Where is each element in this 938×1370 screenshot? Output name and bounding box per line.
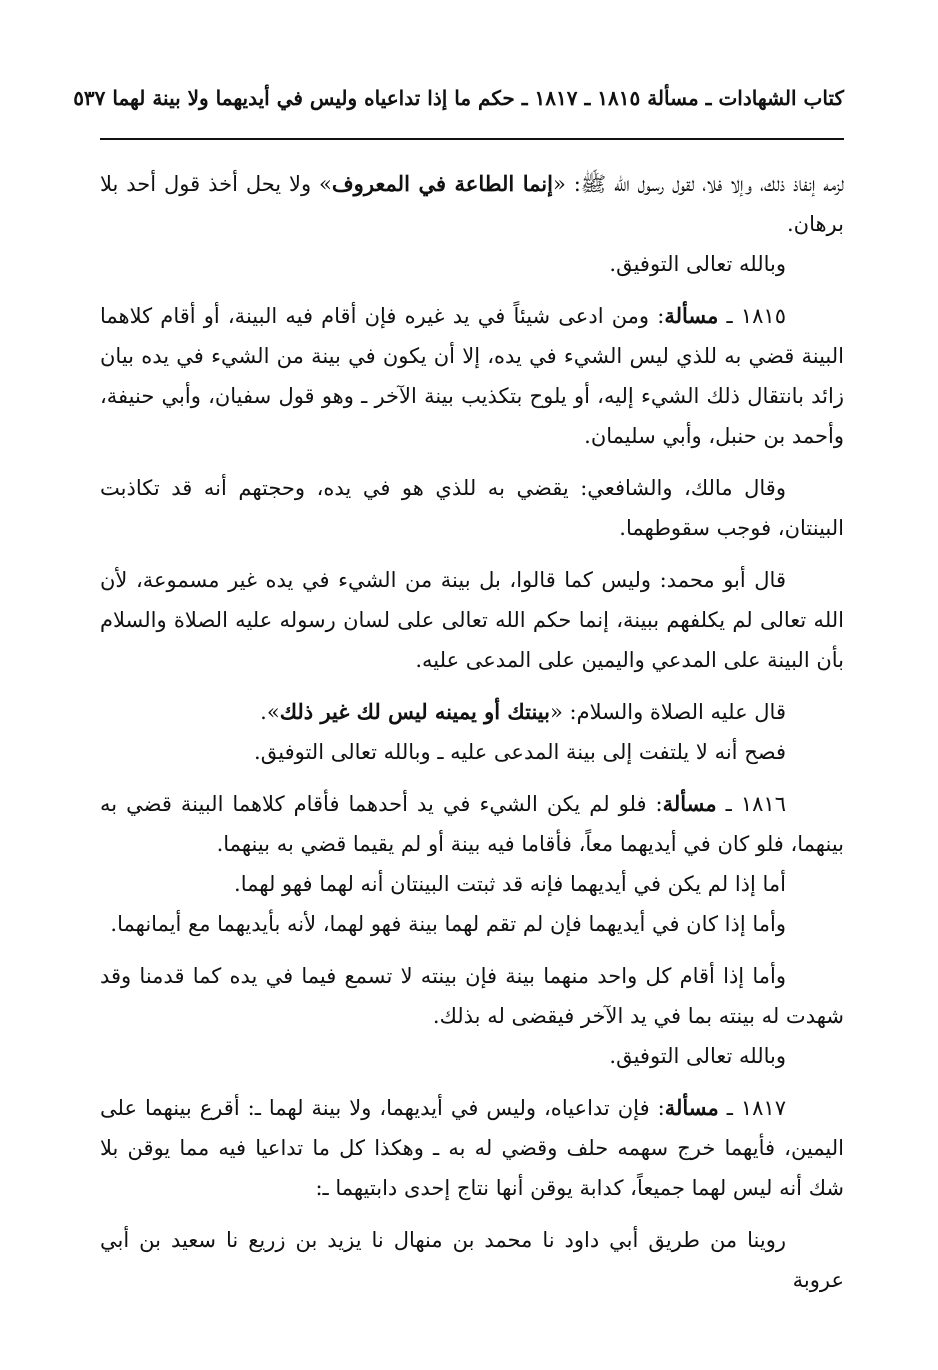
text-segment: » ولا يحل أخذ قول أحد بلا برهان. (100, 172, 844, 236)
text-segment: ١٨١٥ ـ (718, 304, 786, 328)
text-segment: ١٨١٧ ـ (718, 1096, 786, 1120)
bold-text-segment: مسألة (664, 303, 719, 328)
paragraph (100, 468, 844, 548)
text-segment: : ومن ادعى شيئاً في يد غيره فإن أقام فيه البينة، أو أقام كلاهما البينة قضي به للذي ليس الشيء في يده، إلا أن يكون في بينة من الشيء في يده بيان زائد بانتقال ذلك الشيء إليه، أو يلوح بتكذيب بينة الآخر ـ وهو قول سفيان، وأبي حنيفة، وأحمد بن حنبل، وأبي سليمان. (100, 304, 844, 448)
text-segment: ١٨١٦ ـ (716, 792, 786, 816)
text-segment: : فلو لم يكن الشيء في يد أحدهما فأقام كلاهما البينة قضي به بينهما، فلو كان في أيديهما معاً، فأقاما فيه بينة أو لم يقيما قضي به بينهما. (100, 792, 844, 856)
paragraph (100, 692, 844, 732)
paragraph (100, 164, 844, 244)
bold-text-segment: مسألة (662, 791, 717, 816)
text-segment: روينا من طريق أبي داود نا محمد بن منهال نا يزيد بن زريع نا سعيد بن أبي عروبة (100, 1228, 844, 1292)
paragraph (100, 864, 844, 904)
text-segment: وأما إذا أقام كل واحد منهما بينة فإن بينته لا تسمع فيما في يده كما قدمنا وقد شهدت له بينته بما في يد الآخر فيقضى له بذلك. (100, 964, 844, 1028)
text-segment: وقال مالك، والشافعي: يقضي به للذي هو في يده، وحجتهم أنه قد تكاذبت البينتان، فوجب سقوطهما. (100, 476, 844, 540)
text-segment: : فإن تداعياه، وليس في أيديهما، ولا بينة لهما ـ: أقرع بينهما على اليمين، فأيهما خرج سهمه حلف وقضي له به ـ وهكذا كل ما تداعيا فيه مما يوقن بلا شك أنه ليس لهما جميعاً، كدابة يوقن أنها نتاج إحدى دابتيهما ـ: (100, 1096, 844, 1200)
running-head: كتاب الشهادات ـ مسألة ١٨١٥ ـ ١٨١٧ ـ حكم ما إذا تداعياه وليس في أيديهما ولا بينة لهما ٥٣٧ (73, 86, 844, 110)
paragraph (100, 784, 844, 864)
text-segment: أما إذا لم يكن في أيديهما فإنه قد ثبتت البينتان أنه لهما فهو لهما. (234, 872, 786, 896)
text-segment: وأما إذا كان في أيديهما فإن لم تقم لهما بينة فهو لهما، لأنه بأيديهما مع أيمانهما. (110, 912, 786, 936)
bold-text-segment: مسألة (664, 1095, 719, 1120)
text-segment: لزمه إنفاذ ذلك، وإلا فلا، لقول رسول الله ﷺ: « (552, 172, 844, 196)
bold-text-segment: إنما الطاعة في المعروف (331, 171, 553, 196)
paragraph (100, 732, 844, 772)
paragraph (100, 560, 844, 680)
text-segment: قال عليه الصلاة والسلام: « (549, 700, 786, 724)
paragraph (100, 296, 844, 456)
paragraph (100, 904, 844, 944)
text-segment: فصح أنه لا يلتفت إلى بينة المدعى عليه ـ وبالله تعالى التوفيق. (254, 740, 786, 764)
text-segment: قال أبو محمد: وليس كما قالوا، بل بينة من الشيء في يده غير مسموعة، لأن الله تعالى لم يكلفهم ببينة، إنما حكم الله تعالى على لسان رسوله عليه الصلاة والسلام بأن البينة على المدعي واليمين على المدعى عليه. (100, 568, 844, 672)
paragraph (100, 1220, 844, 1300)
paragraph (100, 1088, 844, 1208)
text-segment: ». (260, 700, 280, 724)
paragraph (100, 1036, 844, 1076)
header-rule (100, 138, 844, 140)
text-segment: وبالله تعالى التوفيق. (609, 252, 786, 276)
bold-text-segment: بينتك أو يمينه ليس لك غير ذلك (279, 699, 550, 724)
paragraph (100, 956, 844, 1036)
paragraph (100, 244, 844, 284)
text-segment: وبالله تعالى التوفيق. (609, 1044, 786, 1068)
body-text (100, 164, 844, 1300)
